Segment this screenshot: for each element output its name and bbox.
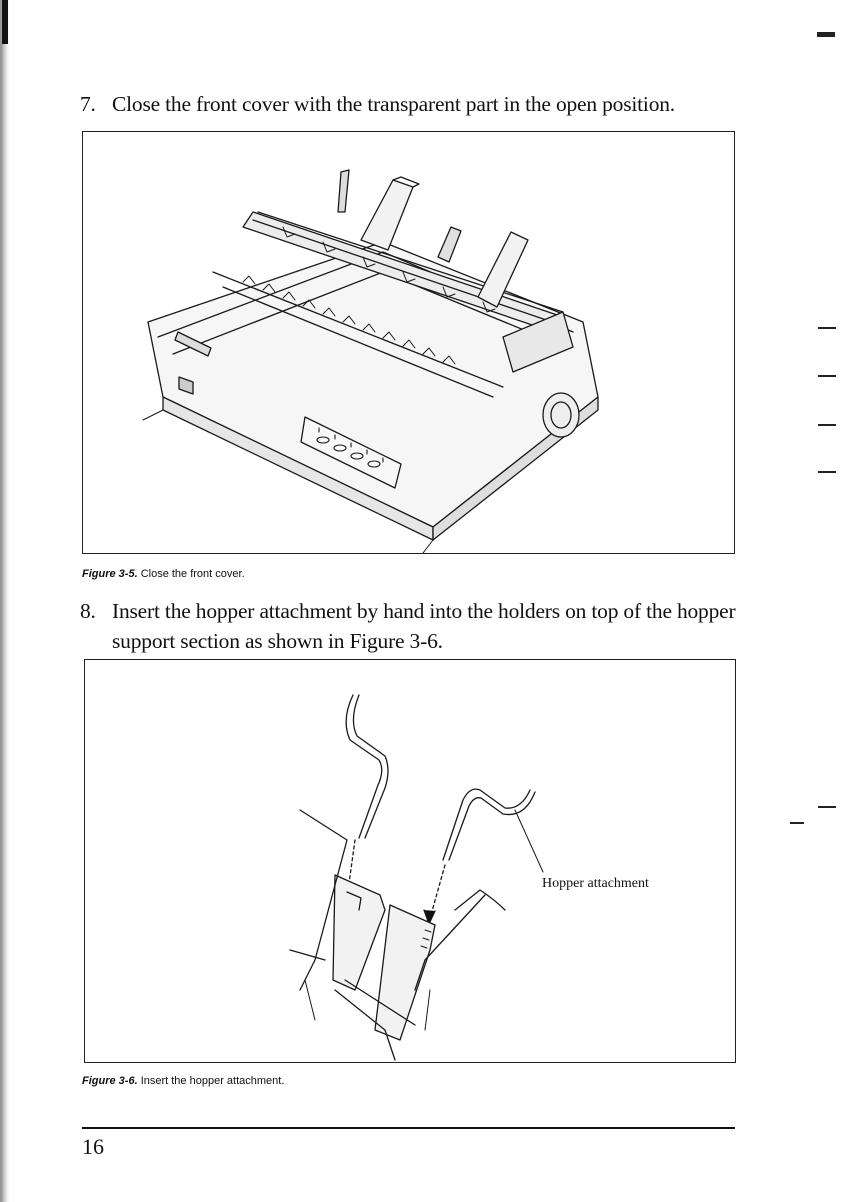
margin-mark xyxy=(818,806,836,808)
printer-illustration xyxy=(83,132,734,553)
page-number: 16 xyxy=(82,1134,104,1159)
step-8 xyxy=(80,596,752,656)
margin-mark xyxy=(817,32,835,37)
figure-label: Figure 3-6. xyxy=(82,1075,138,1087)
figure-3-5-caption xyxy=(82,568,245,580)
step-text: Insert the hopper attachment by hand into the holders on top of the hopper support section as shown in Figure 3-6. xyxy=(112,599,736,653)
margin-mark xyxy=(818,327,836,329)
figure-3-6-frame xyxy=(84,659,736,1063)
footer-rule xyxy=(82,1127,735,1129)
figure-3-6-caption xyxy=(82,1075,284,1087)
scan-mark xyxy=(2,0,8,44)
hopper-attachment-label: Hopper attachment xyxy=(542,876,649,891)
margin-mark xyxy=(818,424,836,426)
caption-text: Close the front cover. xyxy=(140,568,245,580)
step-number: 8. xyxy=(80,599,96,623)
scan-edge xyxy=(0,0,9,1202)
figure-label: Figure 3-5. xyxy=(82,568,138,580)
step-7 xyxy=(80,89,752,119)
margin-mark xyxy=(790,822,804,824)
margin-mark xyxy=(818,471,836,473)
step-number: 7. xyxy=(80,92,96,116)
hopper-illustration xyxy=(85,660,735,1062)
figure-3-5-frame xyxy=(82,131,735,554)
caption-text: Insert the hopper attachment. xyxy=(140,1075,285,1087)
margin-mark xyxy=(818,375,836,377)
step-text: Close the front cover with the transparent part in the open position. xyxy=(112,92,675,116)
